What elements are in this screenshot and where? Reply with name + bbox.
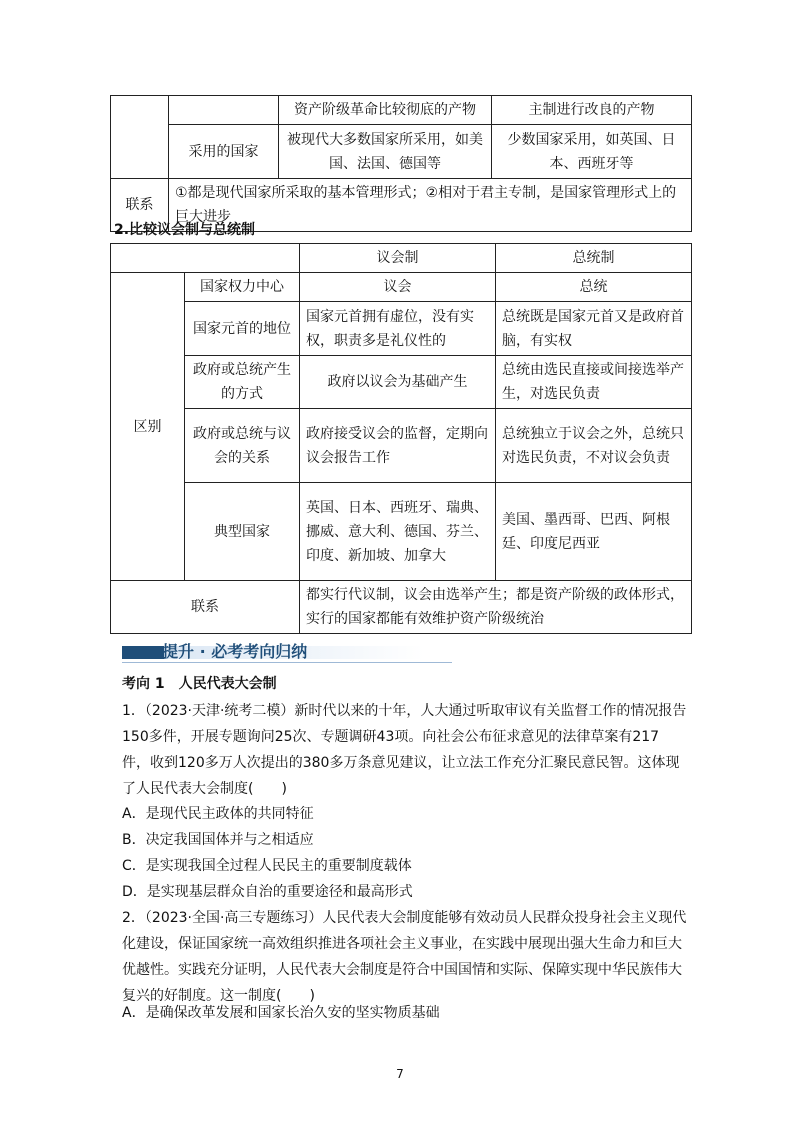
table-cell: 英国、日本、西班牙、瑞典、挪威、意大利、德国、芬兰、印度、新加坡、加拿大 xyxy=(300,483,496,581)
table-cell xyxy=(111,244,300,273)
row-label: 政府或总统与议会的关系 xyxy=(185,409,300,483)
table-cell: 国家元首拥有虚位，没有实权，职责多是礼仪性的 xyxy=(300,302,496,356)
header-cell: 总统制 xyxy=(496,244,692,273)
table-cell: 总统 xyxy=(496,273,692,302)
table-row xyxy=(111,96,692,125)
table-cell: 政府以议会为基础产生 xyxy=(300,356,496,409)
section-banner xyxy=(122,640,422,664)
table-row xyxy=(111,125,692,179)
option-a: A．是确保改革发展和国家长治久安的坚实物质基础 xyxy=(122,1005,440,1021)
table-cell: 美国、墨西哥、巴西、阿根廷、印度尼西亚 xyxy=(496,483,692,581)
question-stem: 2．（2023·全国·高三专题练习）人民代表大会制度能够有效动员人民群众投身社会主义现代化建设，保证国家统一高效组织推进各项社会主义事业，在实践中展现出强大生命力和巨大优越性。实践充分证明，人民代表大会制度是符合中国国情和实际、保障实现中华民族伟大复兴的好制度。这一制度( ) xyxy=(122,910,687,1004)
section-title: 2.比较议会制与总统制 xyxy=(114,222,256,238)
direction-title: 考向 1 人民代表大会制 xyxy=(122,676,277,692)
table-cell: 总统由选民直接或间接选举产生，对选民负责 xyxy=(496,356,692,409)
option-a: A．是现代民主政体的共同特征 xyxy=(122,806,314,822)
table-row xyxy=(111,356,692,409)
table-row xyxy=(111,273,692,302)
table-cell: 总统独立于议会之外，总统只对选民负责，不对议会负责 xyxy=(496,409,692,483)
row-label: 国家元首的地位 xyxy=(185,302,300,356)
table-cell: 政府接受议会的监督，定期向议会报告工作 xyxy=(300,409,496,483)
row-label: 国家权力中心 xyxy=(185,273,300,302)
banner-bar xyxy=(122,646,164,659)
table-cell xyxy=(169,96,279,125)
table-row xyxy=(111,244,692,273)
row-label: 采用的国家 xyxy=(169,125,279,179)
page-number: 7 xyxy=(396,1067,404,1081)
table-row xyxy=(111,302,692,356)
table-cell: ①都是现代国家所采取的基本管理形式；②相对于君主专制，是国家管理形式上的巨大进步 xyxy=(169,179,692,232)
option-d: D．是实现基层群众自治的重要途径和最高形式 xyxy=(122,884,413,900)
row-label: 联系 xyxy=(111,179,169,232)
question-stem: 1．（2023·天津·统考二模）新时代以来的十年，人大通过听取审议有关监督工作的情况报告150多件，开展专题询问25次、专题调研43项。向社会公布征求意见的法律草案有217件，收到120多万人次提出的380多万条意见建议，让立法工作充分汇聚民意民智。这体现了人民代表大会制度( ) xyxy=(122,703,687,797)
table-row xyxy=(111,483,692,581)
table-cell: 资产阶级革命比较彻底的产物 xyxy=(279,96,492,125)
table-cell xyxy=(111,96,169,179)
option-c: C．是实现我国全过程人民民主的重要制度载体 xyxy=(122,858,412,874)
row-label: 联系 xyxy=(111,581,300,634)
group-label: 区别 xyxy=(111,273,185,581)
table-cell: 少数国家采用，如英国、日本、西班牙等 xyxy=(492,125,692,179)
table-row xyxy=(111,409,692,483)
table-cell: 主制进行改良的产物 xyxy=(492,96,692,125)
comparison-table-2 xyxy=(110,243,692,634)
banner-rule xyxy=(122,662,452,663)
option-b: B．决定我国国体并与之相适应 xyxy=(122,832,314,848)
table-cell: 都实行代议制，议会由选举产生；都是资产阶级的政体形式，实行的国家都能有效维护资产阶级统治 xyxy=(300,581,692,634)
table-row xyxy=(111,581,692,634)
table-cell: 议会 xyxy=(300,273,496,302)
comparison-table-1 xyxy=(110,95,692,232)
row-label: 典型国家 xyxy=(185,483,300,581)
header-cell: 议会制 xyxy=(300,244,496,273)
table-cell: 总统既是国家元首又是政府首脑，有实权 xyxy=(496,302,692,356)
banner-title: 提升 · 必考考向归纳 xyxy=(162,642,308,661)
row-label: 政府或总统产生的方式 xyxy=(185,356,300,409)
table-cell: 被现代大多数国家所采用，如美国、法国、德国等 xyxy=(279,125,492,179)
